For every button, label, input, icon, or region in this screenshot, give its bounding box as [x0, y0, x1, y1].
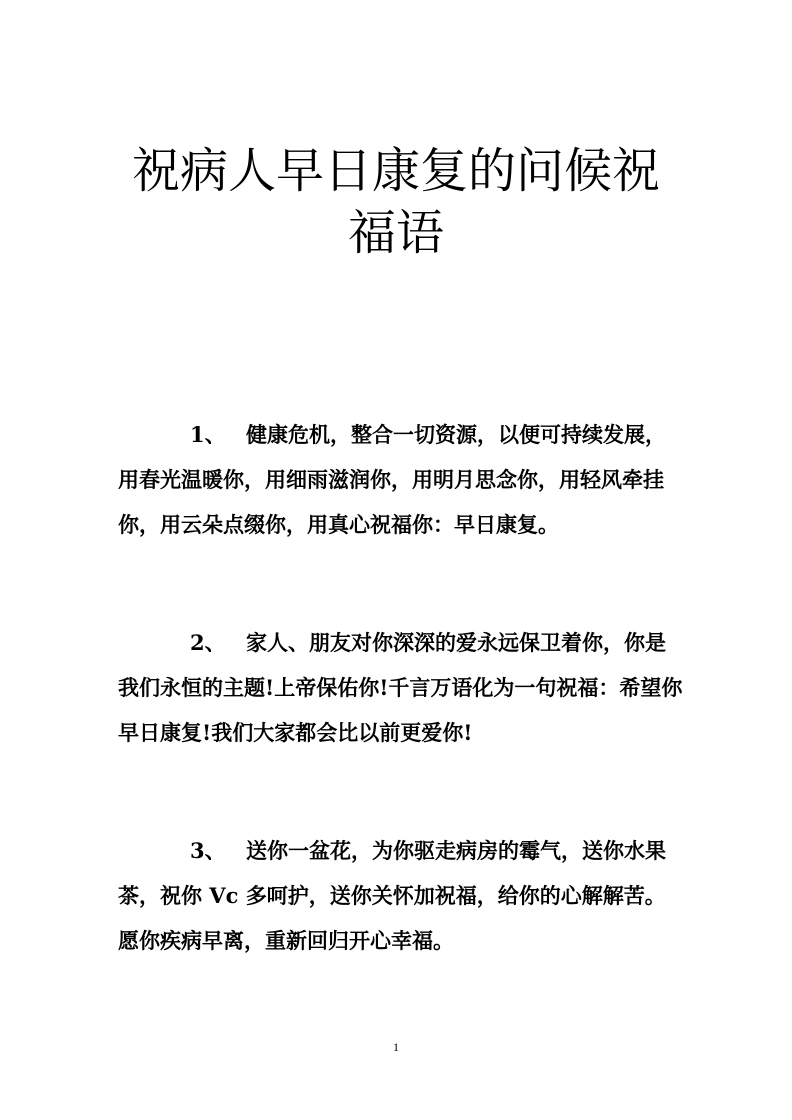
paragraph-3: [118, 828, 684, 963]
document-title: [60, 140, 732, 264]
paragraph-number: 2、: [190, 630, 226, 655]
paragraph-number: 3、: [190, 838, 226, 863]
paragraph-text: 家人、朋友对你深深的爱永远保卫着你，你是我们永恒的主题!上帝保佑你!千言万语化为一句祝福：希望你早日康复!我们大家都会比以前更爱你!: [118, 630, 683, 745]
title-line-2: 福语: [347, 205, 444, 261]
paragraph-1: [118, 412, 684, 547]
paragraph-number: 1、: [190, 422, 226, 447]
paragraph-text: 健康危机，整合一切资源，以便可持续发展，用春光温暖你，用细雨滋润你，用明月思念你，用轻风牵挂你，用云朵点缀你，用真心祝福你：早日康复。: [118, 422, 666, 537]
paragraph-2: [118, 620, 684, 755]
paragraph-text: 送你一盆花，为你驱走病房的霉气，送你水果茶，祝你 Vc 多呵护，送你关怀加祝福，给你的心解解苦。愿你疾病早离，重新回归开心幸福。: [118, 838, 666, 953]
title-line-1: 祝病人早日康复的问候祝: [131, 143, 660, 199]
page-number: 1: [393, 1040, 399, 1054]
